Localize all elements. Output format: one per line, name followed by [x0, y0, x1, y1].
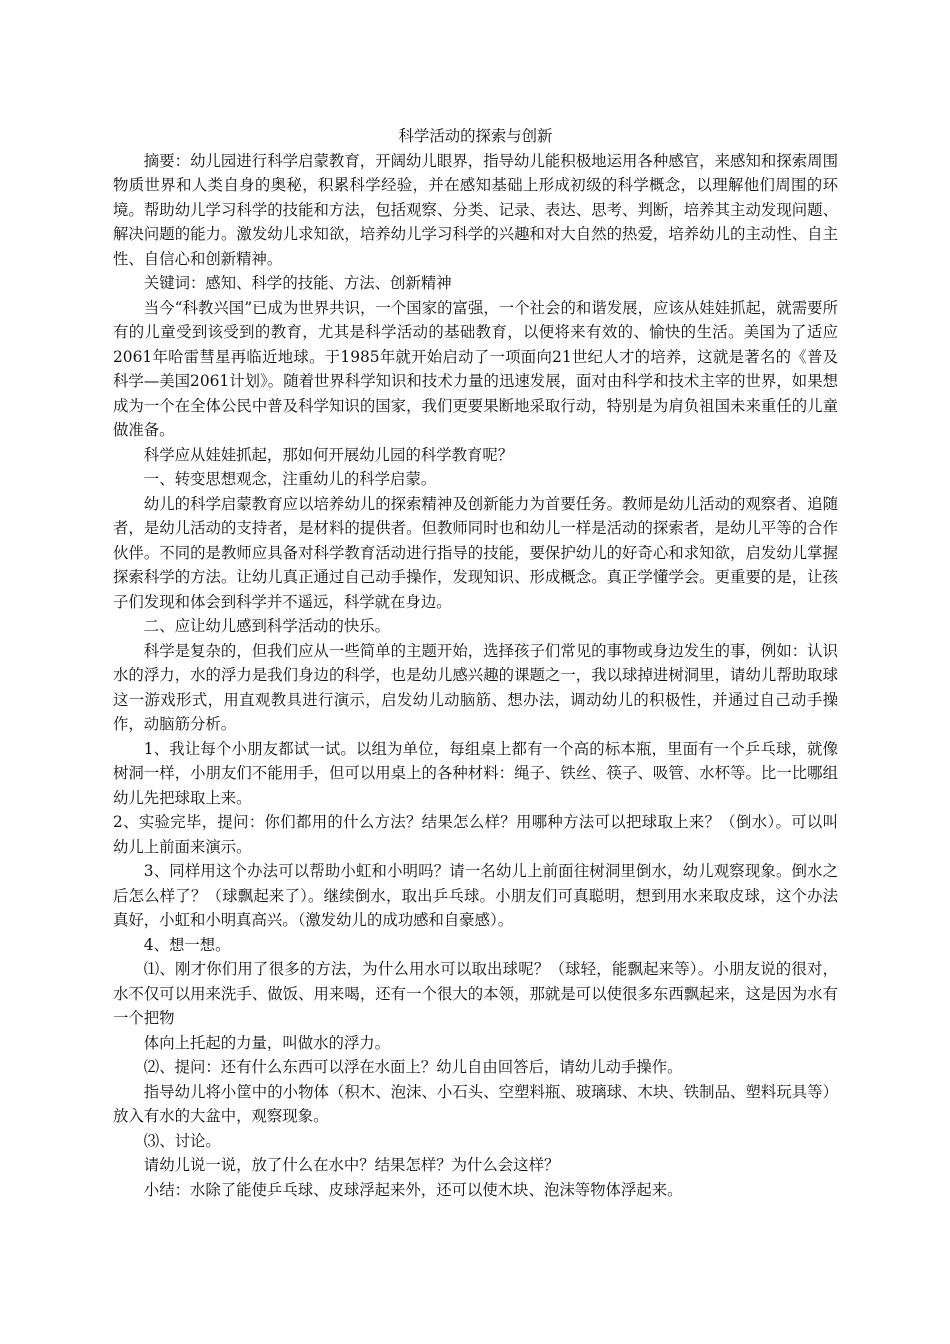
body-paragraph: ⑶、讨论。	[143, 1131, 221, 1150]
body-paragraph: 体向上托起的力量，叫做水的浮力。	[143, 1033, 391, 1052]
body-paragraph: 2、实验完毕，提问：你们都用的什么方法？结果怎么样？用哪种方法可以把球取上来？（倒水）。可以叫幼儿上前面来演示。	[113, 813, 838, 856]
body-paragraph: 科学应从娃娃抓起，那如何开展幼儿园的科学教育呢？	[143, 445, 514, 464]
body-paragraph: 幼儿的科学启蒙教育应以培养幼儿的探索精神及创新能力为首要任务。教师是幼儿活动的观察者、追随者，是幼儿活动的支持者，是材料的提供者。但教师同时也和幼儿一样是活动的探索者，是幼儿平等的合作伙伴。不同的是教师应具备对科学教育活动进行指导的技能，要保护幼儿的好奇心和求知欲，启发幼儿掌握探索科学的方法。让幼儿真正通过自己动手操作，发现知识、形成概念。真正学懂学会。更重要的是，让孩子们发现和体会到科学并不遥远，科学就在身边。	[113, 494, 838, 611]
body-paragraph: 关键词：感知、科学的技能、方法、创新精神	[143, 274, 452, 292]
document-body	[113, 149, 838, 1203]
body-paragraph: 当今“科教兴国”已成为世界共识，一个国家的富强，一个社会的和谐发展，应该从娃娃抓起，就需要所有的儿童受到该受到的教育，尤其是科学活动的基础教育，以便将来有效的、愉快的生活。美国为了适应2061年哈雷彗星再临近地球。于1985年就开始启动了一项面向21世纪人才的培养，这就是著名的《普及科学—美国2061计划》。随着世界科学知识和技术力量的迅速发展，面对由科学和技术主宰的世界，如果想成为一个在全体公民中普及科学知识的国家，我们更要果断地采取行动，特别是为肩负祖国未来重任的儿童做准备。	[113, 298, 838, 439]
body-paragraph: 指导幼儿将小筐中的小物体（积木、泡沫、小石头、空塑料瓶、玻璃球、木块、铁制品、塑料玩具等）放入有水的大盆中，观察现象。	[113, 1082, 838, 1125]
body-paragraph: 小结：水除了能使乒乓球、皮球浮起来外，还可以使木块、泡沫等物体浮起来。	[143, 1180, 683, 1199]
body-paragraph: 一、转变思想观念，注重幼儿的科学启蒙。	[143, 470, 437, 488]
body-paragraph: ⑴、刚才你们用了很多的方法，为什么用水可以取出球呢？（球轻，能飘起来等）。小朋友说的很对，水不仅可以用来洗手、做饭、用来喝，还有一个很大的本领，那就是可以使很多东西飘起来，这是因为水有一个把物	[113, 960, 838, 1027]
document-page	[113, 124, 838, 1202]
body-paragraph: 请幼儿说一说，放了什么在水中？结果怎样？为什么会这样？	[143, 1156, 560, 1174]
body-paragraph: 1、我让每个小朋友都试一试。以组为单位，每组桌上都有一个高的标本瓶，里面有一个乒乓球，就像树洞一样，小朋友们不能用手，但可以用桌上的各种材料：绳子、铁丝、筷子、吸管、水杯等。比一比哪组幼儿先把球取上来。	[113, 739, 838, 807]
body-paragraph: 摘要：幼儿园进行科学启蒙教育，开阔幼儿眼界，指导幼儿能积极地运用各种感官，来感知和探索周围物质世界和人类自身的奥秘，积累科学经验，并在感知基础上形成初级的科学概念，以理解他们周围的环境。帮助幼儿学习科学的技能和方法，包括观察、分类、记录、表达、思考、判断，培养其主动发现问题、解决问题的能力。激发幼儿求知欲，培养幼儿学习科学的兴趣和对大自然的热爱，培养幼儿的主动性、自主性、自信心和创新精神。	[113, 151, 838, 268]
body-paragraph: 科学是复杂的，但我们应从一些简单的主题开始，选择孩子们常见的事物或身边发生的事，例如：认识水的浮力，水的浮力是我们身边的科学，也是幼儿感兴趣的课题之一，我以球掉进树洞里，请幼儿帮助取球这一游戏形式，用直观教具进行演示，启发幼儿动脑筋、想办法，调动幼儿的积极性，并通过自己动手操作，动脑筋分析。	[113, 641, 838, 733]
body-paragraph: 4、想一想。	[143, 935, 231, 954]
document-title: 科学活动的探索与创新	[398, 127, 553, 145]
body-paragraph: ⑵、提问：还有什么东西可以浮在水面上？幼儿自由回答后，请幼儿动手操作。	[143, 1058, 683, 1076]
body-paragraph: 3、同样用这个办法可以帮助小虹和小明吗？请一名幼儿上前面往树洞里倒水，幼儿观察现象。倒水之后怎么样了？（球飘起来了）。继续倒水，取出乒乓球。小朋友们可真聪明，想到用水来取皮球，这个办法真好，小虹和小明真高兴。（激发幼儿的成功感和自豪感）。	[113, 862, 838, 929]
body-paragraph: 二、应让幼儿感到科学活动的快乐。	[143, 617, 391, 635]
